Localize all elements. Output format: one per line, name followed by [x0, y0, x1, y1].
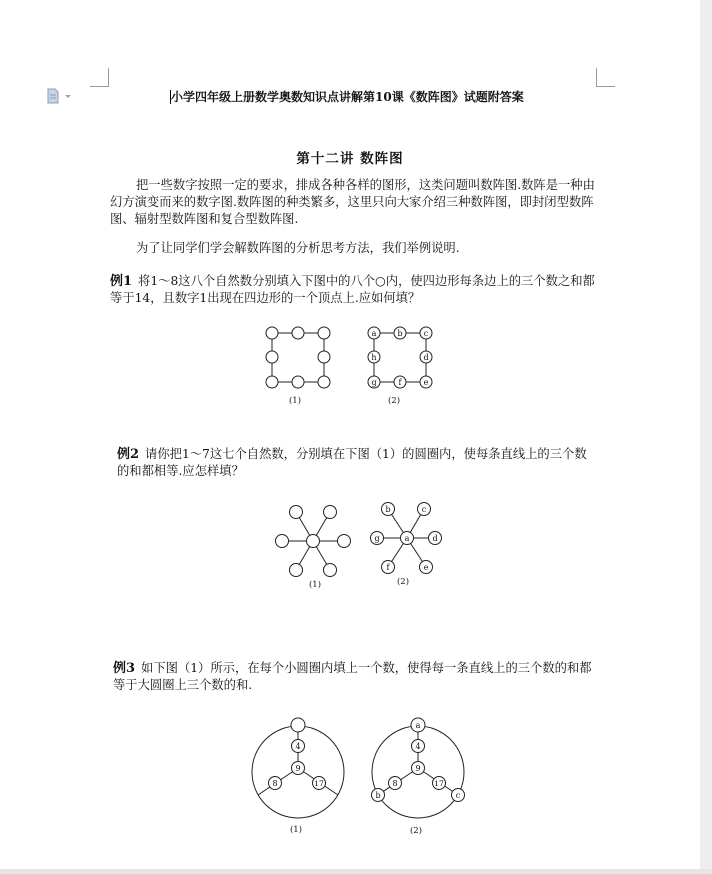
node-label: c: [423, 329, 429, 338]
circle-node: [307, 535, 320, 548]
node-label: e: [423, 378, 429, 387]
example-1-figure: [255, 320, 445, 410]
margin-corner-top-left: [90, 68, 109, 87]
node-label: g: [374, 534, 380, 543]
example-3-label: 例3: [113, 661, 136, 676]
circle-node: [292, 376, 304, 388]
node-label: c: [421, 505, 427, 514]
circle-node: [290, 564, 303, 577]
circle-node: [291, 718, 305, 732]
node-label: a: [371, 329, 377, 338]
circle-node: [290, 506, 303, 519]
circle-node: [266, 376, 278, 388]
lesson-heading: 第十二讲 数阵图: [296, 151, 404, 167]
figure-caption: (1): [308, 580, 322, 590]
intro-paragraph: 把一些数字按照一定的要求，排成各种各样的图形，这类问题叫数阵图.数阵是一种由幻方演变而来的数字图.数阵图的种类繁多，这里只向大家介绍三种数阵图，即封闭型数阵图、辐射型数阵图和复合型数阵图.: [110, 178, 595, 226]
example-2: [117, 446, 597, 480]
node-label: c: [455, 791, 461, 800]
node-label: d: [432, 534, 438, 543]
circle-node: [318, 327, 330, 339]
example-2-figure: [270, 498, 450, 592]
circle-node: [338, 535, 351, 548]
margin-corner-top-right: [596, 68, 615, 87]
figure-caption: (2): [387, 396, 401, 406]
figure-caption: (1): [288, 396, 302, 406]
node-label: 9: [415, 764, 421, 773]
circle-node: [324, 564, 337, 577]
node-label: d: [423, 353, 429, 362]
page-edge-right: [700, 0, 712, 874]
circle-node: [318, 351, 330, 363]
example-1-text: 将1～8这八个自然数分别填入下图中的八个○内，使四边形每条边上的三个数之和都等于14，且数字1出现在四边形的一个顶点上.应如何填？: [110, 274, 595, 305]
document-title[interactable]: 小学四年级上册数学奥数知识点讲解第10课《数阵图》试题附答案: [171, 90, 524, 104]
example-3-text: 如下图（1）所示，在每个小圆圈内填上一个数，使得每一条直线上的三个数的和都等于大圆圈上三个数的和.: [113, 661, 592, 692]
node-label: b: [385, 505, 391, 514]
node-label: a: [415, 721, 421, 730]
node-label: e: [423, 563, 429, 572]
document-icon[interactable]: [46, 88, 74, 104]
circle-node: [276, 535, 289, 548]
node-label: 9: [295, 764, 301, 773]
circle-node: [318, 376, 330, 388]
node-label: b: [375, 791, 381, 800]
node-label: b: [397, 329, 403, 338]
node-label: 4: [415, 742, 421, 751]
example-1-label: 例1: [110, 274, 133, 289]
example-2-text: 请你把1～7这七个自然数，分别填在下图（1）的圆圈内，使每条直线上的三个数的和都相等.应怎样填？: [117, 447, 587, 478]
example-1: [110, 273, 602, 307]
node-label: a: [404, 534, 410, 543]
example-3-figure: [250, 712, 470, 838]
node-label: 17: [434, 779, 444, 788]
example-2-label: 例2: [117, 447, 140, 462]
node-label: 8: [272, 779, 278, 788]
node-label: f: [398, 378, 402, 387]
node-label: 8: [392, 779, 398, 788]
figure-caption: (2): [409, 826, 423, 836]
circle-node: [292, 327, 304, 339]
node-label: 17: [314, 779, 324, 788]
circle-node: [324, 506, 337, 519]
example-3: [113, 660, 603, 694]
node-label: h: [371, 353, 377, 362]
figure-caption: (1): [289, 825, 303, 835]
figure-caption: (2): [396, 577, 410, 587]
page-edge-bottom: [0, 869, 712, 874]
node-label: f: [386, 563, 390, 572]
node-label: 4: [295, 742, 301, 751]
circle-node: [266, 327, 278, 339]
node-label: g: [371, 378, 377, 387]
intro-paragraph-2: 为了让同学们学会解数阵图的分析思考方法，我们举例说明.: [136, 241, 460, 255]
circle-node: [266, 351, 278, 363]
